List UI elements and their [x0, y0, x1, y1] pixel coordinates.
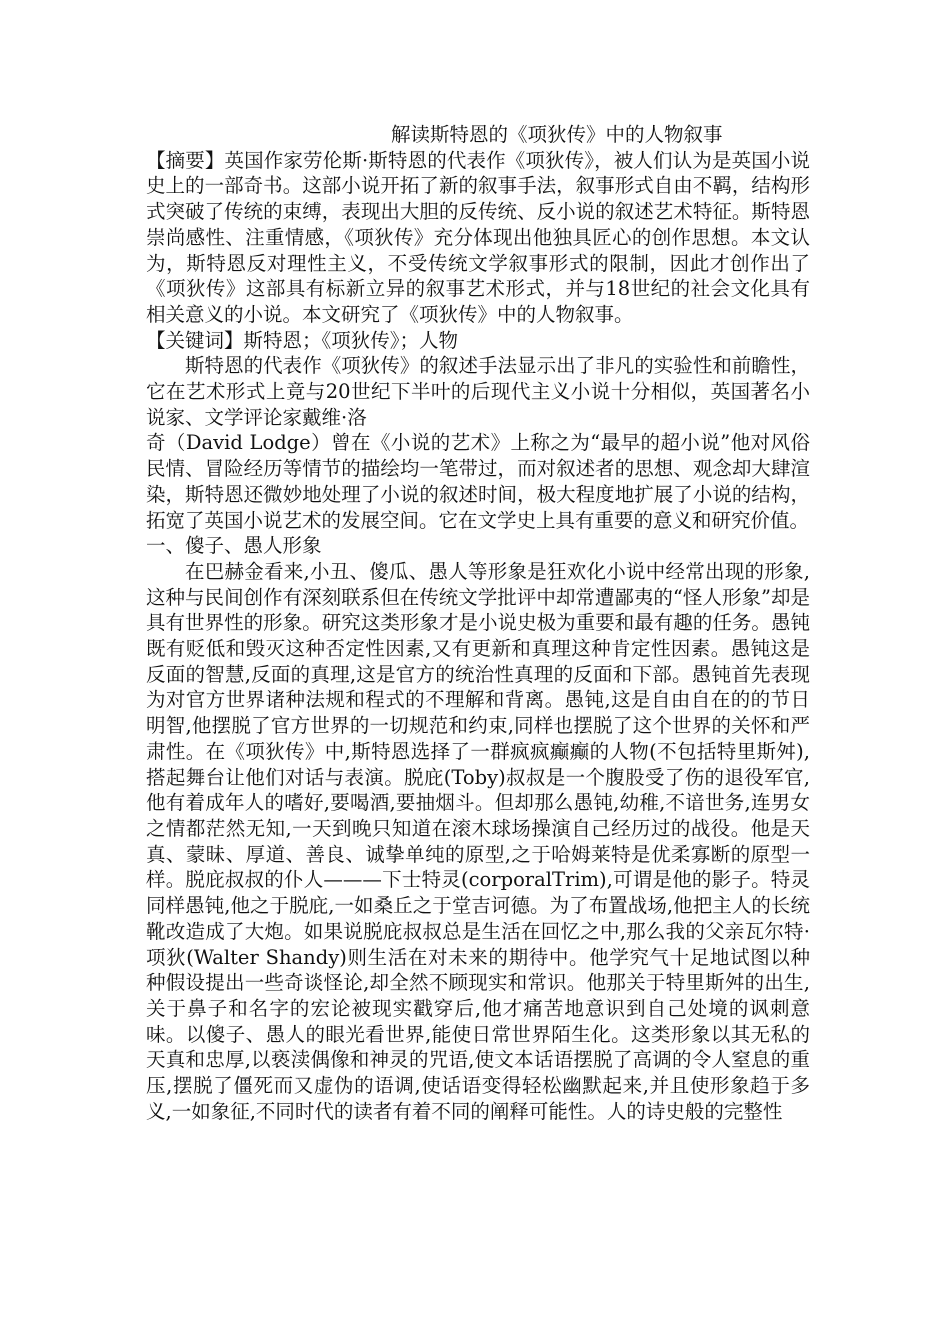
- intro-paragraph-part2: 奇（David Lodge）曾在《小说的艺术》上称之为“最早的超小说”他对风俗民情、冒险经历等情节的描绘均一笔带过，而对叙述者的思想、观念却大肆渲染，斯特恩还微妙地处理了小说的叙述时间，极大程度地扩展了小说的结构，拓宽了英国小说艺术的发展空间。它在文学史上具有重要的意义和研究价值。: [146, 431, 810, 532]
- section-heading: 一、傻子、愚人形象: [146, 534, 322, 558]
- document-title: 解读斯特恩的《项狄传》中的人物叙事: [391, 123, 723, 146]
- section-body-paragraph: 在巴赫金看来,小丑、傻瓜、愚人等形象是狂欢化小说中经常出现的形象,这种与民间创作有深刻联系但在传统文学批评中却常遭鄙夷的“怪人形象”却是具有世界性的形象。研究这类形象才是小说史极为重要和最有趣的任务。愚钝既有贬低和毁灭这种否定性因素,又有更新和真理这种肯定性因素。愚钝这是反面的智慧,反面的真理,这是官方的统治性真理的反面和下部。愚钝首先表现为对官方世界诸种法规和程式的不理解和背离。愚钝,这是自由自在的的节日明智,他摆脱了官方世界的一切规范和约束,同样也摆脱了这个世界的关怀和严肃性。在《项狄传》中,斯特恩选择了一群疯疯癫癫的人物(不包括特里斯舛),搭起舞台让他们对话与表演。脱庇(Toby)叔叔是一个腹股受了伤的退役军官,他有着成年人的嗜好,要喝酒,要抽烟斗。但却那么愚钝,幼稚,不谙世务,连男女之情都茫然无知,一天到晚只知道在滚木球场操演自己经历过的战役。他是天真、蒙昧、厚道、善良、诚挚单纯的原型,之于哈姆莱特是优柔寡断的原型一样。脱庇叔叔的仆人———下士特灵(corporalTrim),可谓是他的影子。特灵同样愚钝,他之于脱庇,一如桑丘之于堂吉诃德。为了布置战场,他把主人的长统靴改造成了大炮。如果说脱庇叔叔总是生活在回忆之中,那么我的父亲瓦尔特·项狄(Walter Shandy)则生活在对未来的期待中。他学究气十足地试图以种种假设提出一些奇谈怪论,却全然不顾现实和常识。他那关于特里斯舛的出生,关于鼻子和名字的宏论被现实戳穿后,他才痛苦地意识到自己处境的讽刺意味。以傻子、愚人的眼光看世界,能使日常世界陌生化。这类形象以其无私的天真和忠厚,以亵渎偶像和神灵的咒语,使文本话语摆脱了高调的令人窒息的重压,摆脱了僵死而又虚伪的语调,使话语变得轻松幽默起来,并且使形象趋于多义,一如象征,不同时代的读者有着不同的阐释可能性。人的诗史般的完整性: [146, 559, 810, 1123]
- document-page: [146, 122, 810, 1124]
- abstract-paragraph: 【摘要】英国作家劳伦斯·斯特恩的代表作《项狄传》，被人们认为是英国小说史上的一部奇书。这部小说开拓了新的叙事手法，叙事形式自由不羁，结构形式突破了传统的束缚，表现出大胆的反传统、反小说的叙述艺术特征。斯特恩崇尚感性、注重情感，《项狄传》充分体现出他独具匠心的创作思想。本文认为，斯特恩反对理性主义，不受传统文学叙事形式的限制，因此才创作出了《项狄传》这部具有标新立异的叙事艺术形式，并与18世纪的社会文化具有相关意义的小说。本文研究了《项狄传》中的人物叙事。: [146, 148, 810, 326]
- keywords-line: 【关键词】斯特恩；《项狄传》；人物: [146, 328, 459, 352]
- intro-paragraph-part1: 斯特恩的代表作《项狄传》的叙述手法显示出了非凡的实验性和前瞻性，它在艺术形式上竟与20世纪下半叶的后现代主义小说十分相似，英国著名小说家、文学评论家戴维·洛: [146, 354, 810, 429]
